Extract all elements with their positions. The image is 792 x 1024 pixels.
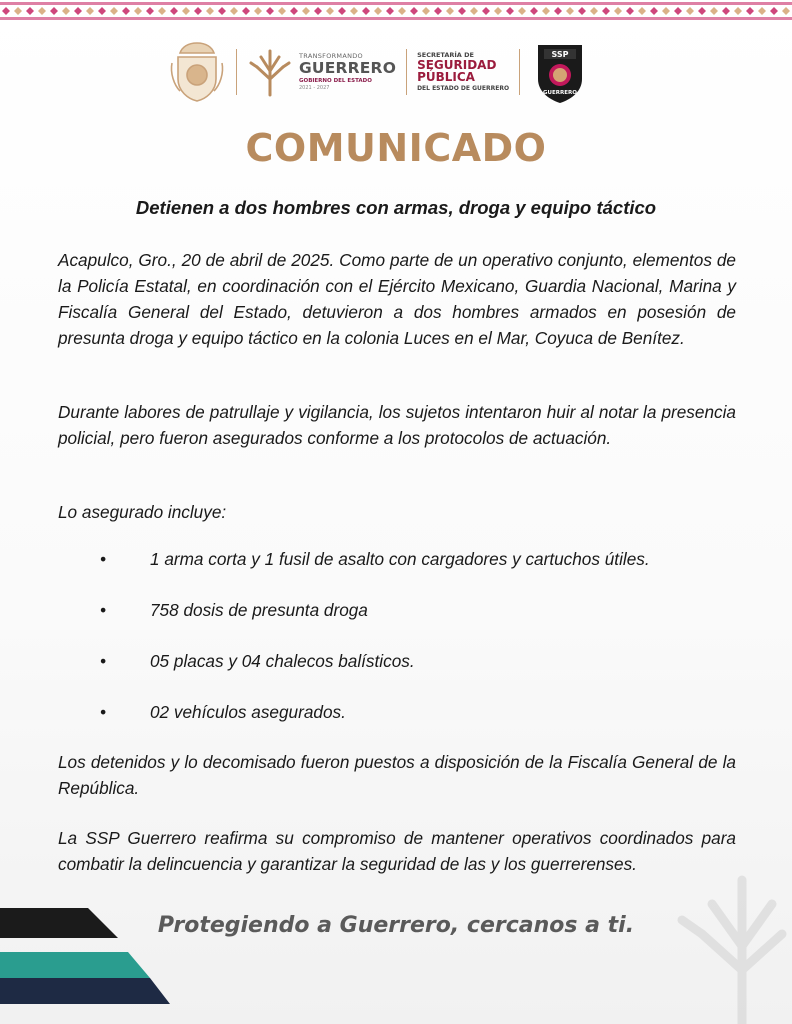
state-coat-of-arms-icon [168,39,226,105]
list-item [100,600,720,651]
header-logos [168,36,624,108]
logo-separator [236,49,237,95]
tree-icon [247,47,293,97]
list-item-text: 02 vehículos asegurados. [150,702,346,722]
badge-top-text: SSP [551,50,569,59]
list-item [100,549,720,600]
guerrero-government-logo [247,47,396,97]
ssp-badge-icon [530,39,590,105]
list-item-text: 1 arma corta y 1 fusil de asalto con cargadores y cartuchos útiles. [150,549,650,569]
bullet-icon: • [100,702,107,722]
logo-separator [519,49,520,95]
ssp-logo-text [417,52,509,92]
paragraph-patrol: Durante labores de patrullaje y vigilancia, los sujetos intentaron huir al notar la presencia policial, pero fueron asegurados conforme a los protocolos de actuación. [58,402,736,448]
seized-items-list [100,549,720,753]
headline: Detienen a dos hombres con armas, droga y equipo táctico [135,197,657,218]
logo-separator [406,49,407,95]
gro-tagline: TRANSFORMANDO [299,51,363,60]
decorative-top-band [0,0,792,22]
bullet-icon: • [100,651,107,671]
list-item-text: 758 dosis de presunta droga [150,600,368,620]
slogan: Protegiendo a Guerrero, cercanos a ti. [157,913,635,938]
paragraph-seized-intro: Lo asegurado incluye: [58,502,227,522]
document-title: COMUNICADO [245,126,547,170]
bullet-icon: • [100,600,107,620]
paragraph-commitment: La SSP Guerrero reafirma su compromiso de mantener operativos coordinados para combatir la delincuencia y garantizar la seguridad de las y los guerrerenses. [58,828,736,874]
badge-bottom-text: GUERRERO [543,90,578,96]
list-item [100,651,720,702]
paragraph-disposition: Los detenidos y lo decomisado fueron puestos a disposición de la Fiscalía General de la República. [58,752,736,798]
paragraph-intro: Acapulco, Gro., 20 de abril de 2025. Como parte de un operativo conjunto, elementos de la Policía Estatal, en coordinación con el Ejército Mexicano, Guardia Nacional, Marina y Fiscalía General del Estado, detuvieron a dos hombres armados en posesión de presunta droga y equipo táctico en la colonia Luces en el Mar, Coyuca de Benítez. [58,250,736,348]
list-item [100,702,720,753]
gro-name: GUERRERO [299,59,397,78]
gro-period: 2021 - 2027 [299,85,330,92]
ssp-secretaria: SECRETARÍA DE [417,50,474,59]
list-item-text: 05 placas y 04 chalecos balísticos. [150,651,415,671]
ssp-estado: DEL ESTADO DE GUERRERO [417,84,510,92]
gro-government: GOBIERNO DEL ESTADO [299,77,372,84]
bullet-icon: • [100,549,107,569]
ssp-seguridad: SEGURIDAD [417,57,497,72]
ssp-publica: PÚBLICA [417,70,475,85]
